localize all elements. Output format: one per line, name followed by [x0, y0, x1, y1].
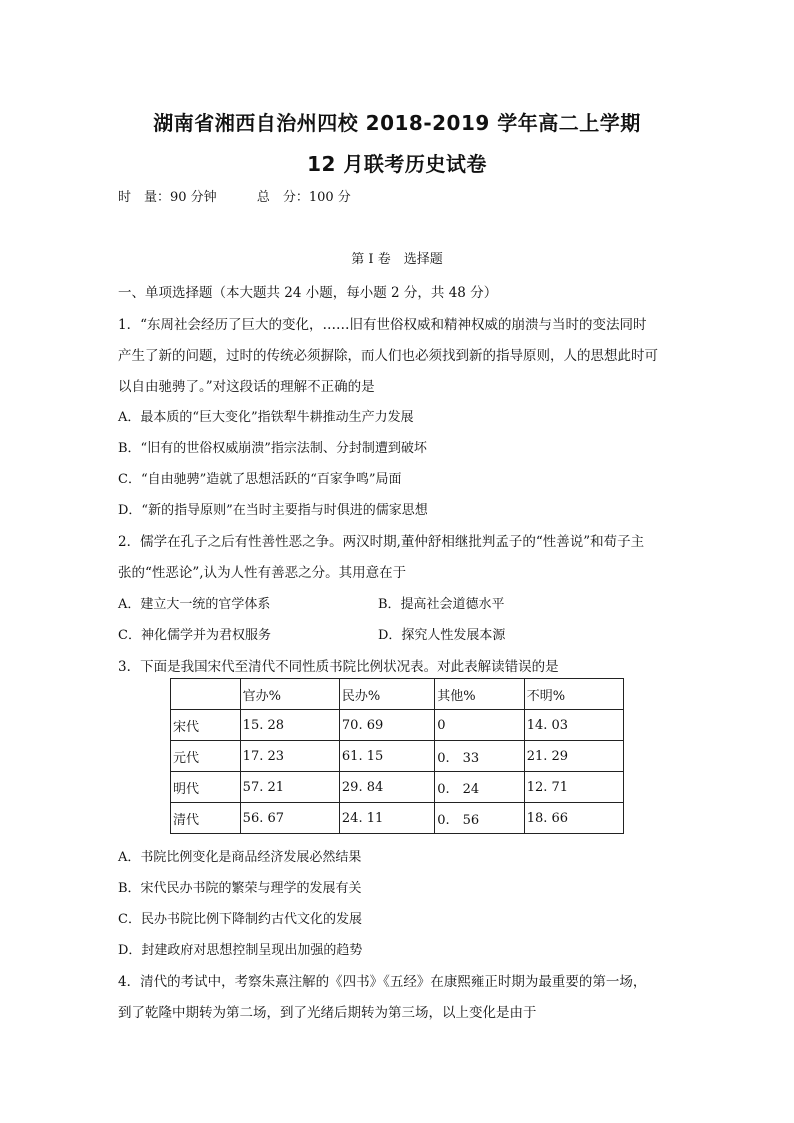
q1-option-a: A．最本质的“巨大变化”指铁犁牛耕推动生产力发展 — [118, 410, 414, 425]
table-cell: 17. 23 — [240, 741, 339, 772]
table-cell: 0. 33 — [435, 741, 524, 772]
q2-option-d: D．探究人性发展本源 — [378, 628, 506, 643]
table-cell: 0. 56 — [435, 803, 524, 834]
table-header-cell: 民办% — [339, 679, 434, 710]
q1-line1: 1．“东周社会经历了巨大的变化，……旧有世俗权威和精神权威的崩溃与当时的变法同时 — [118, 317, 647, 333]
table-header-row — [171, 679, 624, 710]
exam-title-line2: 12 月联考历史试卷 — [307, 152, 487, 176]
table-cell: 56. 67 — [240, 803, 339, 834]
q1-line2: 产生了新的问题，过时的传统必须摒除，而人们也必须找到新的指导原则，人的思想此时可 — [118, 348, 658, 364]
section-heading: 第 I 卷 选择题 — [351, 252, 443, 267]
q3-option-c: C．民办书院比例下降制约古代文化的发展 — [118, 912, 362, 927]
table-cell: 15. 28 — [240, 710, 339, 741]
table-cell: 29. 84 — [339, 772, 434, 803]
table-cell: 元代 — [171, 741, 241, 772]
table-cell: 61. 15 — [339, 741, 434, 772]
q3-option-b: B．宋代民办书院的繁荣与理学的发展有关 — [118, 881, 362, 896]
table-cell: 0. 24 — [435, 772, 524, 803]
table-cell: 宋代 — [171, 710, 241, 741]
table-cell: 14. 03 — [524, 710, 623, 741]
table-row — [171, 803, 624, 834]
table-header-cell — [171, 679, 241, 710]
exam-title-line1: 湖南省湘西自治州四校 2018-2019 学年高二上学期 — [153, 111, 641, 135]
table-cell: 57. 21 — [240, 772, 339, 803]
table-header-cell: 不明% — [524, 679, 623, 710]
q3-stem: 3．下面是我国宋代至清代不同性质书院比例状况表。对此表解读错误的是 — [118, 659, 559, 675]
table-cell: 清代 — [171, 803, 241, 834]
table-row — [171, 772, 624, 803]
table-cell: 21. 29 — [524, 741, 623, 772]
table-row — [171, 710, 624, 741]
q2-option-a: A．建立大一统的官学体系 — [118, 597, 271, 612]
score-label: 总 分：100 分 — [256, 190, 351, 205]
table-cell: 0 — [435, 710, 524, 741]
table-cell: 12. 71 — [524, 772, 623, 803]
section-intro: 一、单项选择题（本大题共 24 小题，每小题 2 分，共 48 分） — [118, 285, 498, 301]
q1-line3: 以自由驰骋了。”对这段话的理解不正确的是 — [118, 379, 375, 395]
q1-option-b: B．“旧有的世俗权威崩溃”指宗法制、分封制遭到破坏 — [118, 441, 427, 456]
time-label: 时 量：90 分钟 — [118, 190, 217, 205]
q3-option-d: D．封建政府对思想控制呈现出加强的趋势 — [118, 943, 363, 958]
table-cell: 明代 — [171, 772, 241, 803]
q2-option-b: B．提高社会道德水平 — [378, 597, 505, 612]
q4-line2: 到了乾隆中期转为第二场，到了光绪后期转为第三场，以上变化是由于 — [118, 1005, 537, 1021]
table-cell: 24. 11 — [339, 803, 434, 834]
table-row — [171, 741, 624, 772]
table-header-cell: 官办% — [240, 679, 339, 710]
table-cell: 70. 69 — [339, 710, 434, 741]
q2-line2: 张的“性恶论”,认为人性有善恶之分。其用意在于 — [118, 565, 407, 581]
q1-option-d: D．“新的指导原则”在当时主要指与时俱进的儒家思想 — [118, 503, 428, 518]
q4-line1: 4．清代的考试中，考察朱熹注解的《四书》《五经》在康熙雍正时期为最重要的第一场， — [118, 974, 647, 990]
table-cell: 18. 66 — [524, 803, 623, 834]
exam-meta — [118, 186, 387, 205]
q2-line1: 2．儒学在孔子之后有性善性恶之争。两汉时期,董仲舒相继批判孟子的“性善说”和荀子主 — [118, 534, 645, 550]
academy-ratio-table — [170, 678, 624, 834]
q3-option-a: A．书院比例变化是商品经济发展必然结果 — [118, 850, 362, 865]
table-header-cell: 其他% — [435, 679, 524, 710]
q2-option-c: C．神化儒学并为君权服务 — [118, 628, 271, 643]
q1-option-c: C．“自由驰骋”造就了思想活跃的“百家争鸣”局面 — [118, 472, 402, 487]
